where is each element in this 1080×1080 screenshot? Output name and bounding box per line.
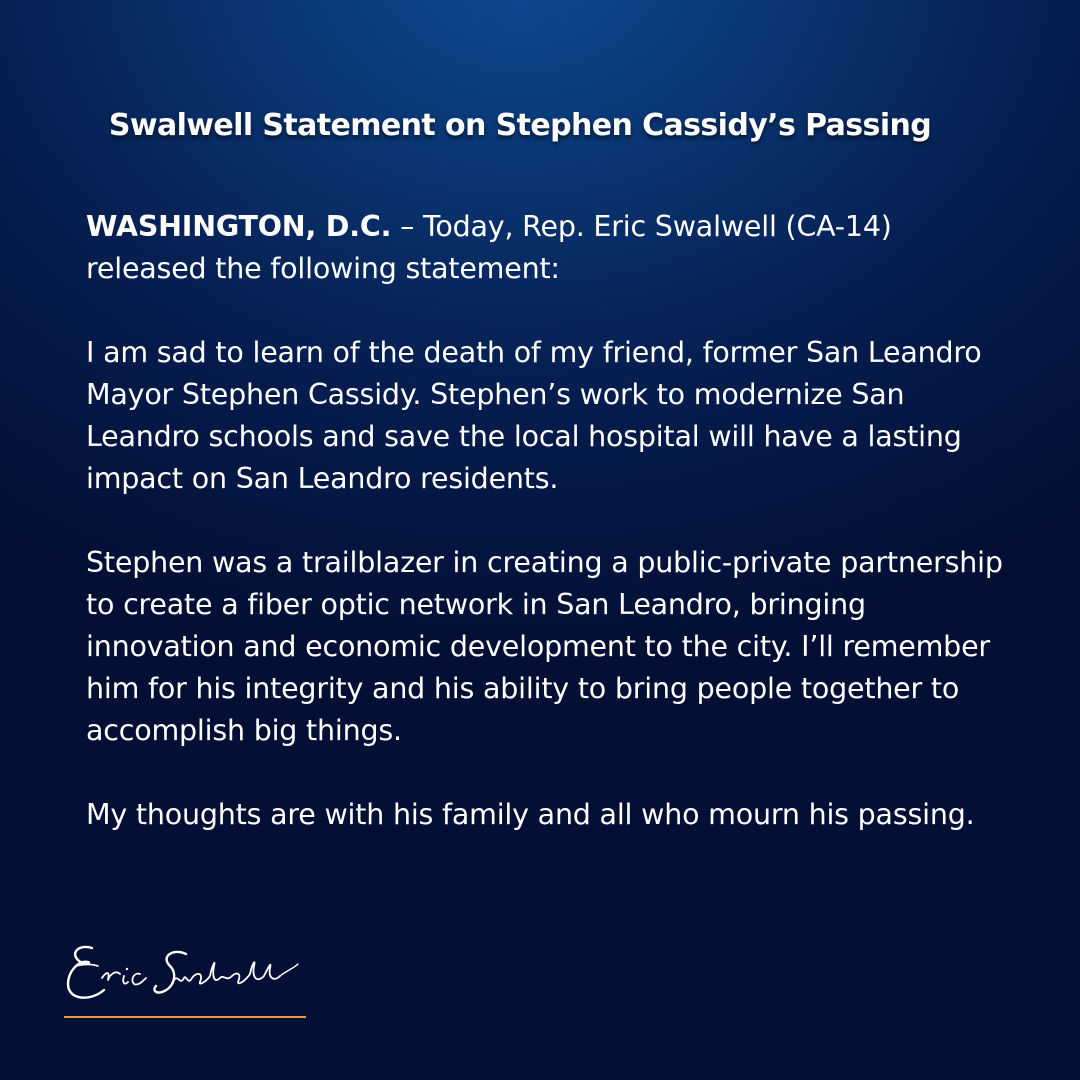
statement-body — [86, 206, 1006, 878]
dateline: WASHINGTON, D.C. — [86, 210, 392, 243]
intro-paragraph — [86, 206, 1006, 290]
paragraph-3: My thoughts are with his family and all who mourn his passing. — [86, 798, 975, 831]
intro-text: – Today, Rep. Eric Swalwell (CA-14) released the following statement: — [86, 210, 892, 285]
paragraph-1: I am sad to learn of the death of my friend, former San Leandro Mayor Stephen Cassidy. Stephen’s work to modernize San Leandro schools and save the local hospital will have a lasting impact on San Leandro residents. — [86, 336, 982, 495]
paragraph-2: Stephen was a trailblazer in creating a public-private partnership to create a fiber optic network in San Leandro, bringing innovation and economic development to the city. I’ll remember him for his integrity and his ability to bring people together to accomplish big things. — [86, 546, 1003, 747]
statement-title: Swalwell Statement on Stephen Cassidy’s Passing — [108, 108, 932, 143]
signature-image — [62, 936, 312, 1008]
signature-underline — [64, 1016, 306, 1018]
